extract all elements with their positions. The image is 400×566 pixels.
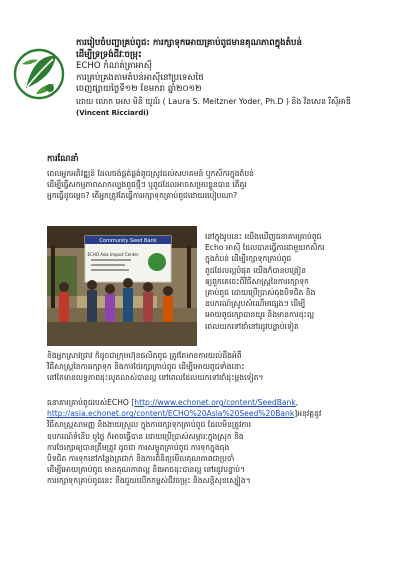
echo-logo-icon: [12, 44, 66, 106]
title-line-2: ដើម្បីទ្រទ្រង់ជីវៈចម្រុះ: [76, 49, 142, 60]
continuation-paragraph: [47, 350, 377, 384]
authors-line: ដោយ លោក អេស មិនី យូដ័រ ( Laura S. Meitzner Yoder, Ph.D ) និង វិនសេន រីស៊ីអាឌី: [76, 96, 351, 106]
intro-paragraph-line: ដើម្បីធ្វើសកម្មភាពសាកល្បងពូជថ្មីៗ ឬពូជដែលអាចសម្របខ្លួនបាន តើគួរ: [47, 180, 247, 190]
publication-region: ការគ្រប់គ្រងតាមតំបន់អាស៊ីនៅប្រទេសថៃ: [76, 72, 204, 83]
paragraph-line: និងអ្នកស្រាវជ្រាវ ក៏ដូចជាក្រុមហ៊ុនផលិតពូជ ត្រូវតែមានការយល់ដឹងអំពី: [47, 351, 242, 360]
publication-name: ECHO កំណត់ត្រាអាស៊ី: [76, 61, 152, 72]
links-prefix: ធនាគារគ្រាប់ពូជរបស់ECHO [: [47, 398, 135, 407]
intro-heading: ការណែនាំ: [47, 153, 79, 163]
paragraph-line: វិធីសាស្ត្រសាមញ្ញ និងងាយស្រួល ក្នុងការរក្សាទុកគ្រាប់ពូជ ដែលមិនត្រូវការ: [47, 420, 252, 430]
paragraph-line: វិធីសាស្ត្រនៃការរក្សាទុក និងការថែរក្សាគ្រាប់ពូជ ដើម្បីអោយពូជទាំងនោះ: [47, 362, 245, 372]
paragraph-line: ដើម្បីអោយគ្រាប់ពូជ មានគុណភាពល្អ និងអាចដុះបានល្អ នៅរដូវបន្ទាប់។: [47, 465, 246, 475]
caption-line: ពេលយកទៅដាំនៅរដូវបន្ទាប់ទៀត: [205, 321, 299, 331]
intro-section: [47, 153, 377, 202]
photo-caption-column: [205, 231, 380, 332]
links-line: [47, 408, 382, 419]
caption-line: Echo អាស៊ី ដែលបានធ្វើការជាមួយកសិករ: [205, 243, 325, 253]
banner-title: Community Seed Bank: [99, 238, 157, 244]
caption-line: ក្នុងតំបន់ ដើម្បីរក្សាទុកគ្រាប់ពូជ: [205, 254, 292, 264]
caption-line: អោយពូជរក្សាបានយូរ និងមានការដុះល្អ: [205, 310, 315, 320]
seed-bank-links-paragraph: [47, 397, 382, 487]
echo-logo: [12, 44, 66, 106]
title-line-1: ការរៀបចំបញ្ជាគ្រប់ពូជ: ការក្សាទុកអោយគ្រាប់ពូជមានគុណភាពក្នុងតំបន់: [76, 38, 302, 48]
banner-subtitle: ECHO Asia Impact Center: [87, 252, 139, 257]
paragraph-line: នៅតែមានលទ្ធភាពដុះលូតលាស់បានល្អ នៅពេលដែលយកទៅដាំដុះម្តងទៀត។: [47, 373, 264, 383]
publication-date: ចេញផ្សាយថ្ងៃទី១២ ខែមករា ឆ្នាំ២០១២: [76, 84, 202, 95]
paragraph-line: បិទជិត ការទុកនៅកន្លែងត្រជាក់ និងការពិនិត្យមើលគុណភាពជាប្រចាំ: [47, 454, 235, 464]
links-suffix-1: ,: [295, 398, 299, 407]
caption-line: ឲ្យពួកគេចេះពីវិធីសាស្ត្រនៃការរក្សាទុក: [205, 276, 310, 286]
caption-line: ឧបករណ៍ស្រូបសំណើមផ្សេងៗ ដើម្បី: [205, 299, 306, 309]
caption-line: គ្រាប់ពូជ ដោយប្រើប្រាស់ធុងបិទជិត និង: [205, 288, 316, 298]
caption-line: ពូជដែលល្អបំផុត យើងក៏បានបង្រៀន: [205, 265, 306, 275]
authors-line-2: (Vincent Ricciardi): [76, 108, 149, 117]
asia-seedbank-link[interactable]: http://asia.echonet.org/content/ECHO%20Asia%20Seed%20Bank: [47, 409, 295, 419]
links-line: [47, 397, 382, 408]
seedbank-link[interactable]: http://www.echonet.org/content/SeedBank: [134, 398, 296, 407]
seed-bank-photo: [47, 226, 197, 346]
seed-bank-photo-illustration: [47, 226, 197, 346]
links-suffix-2: ]អនុវត្តនូវ: [294, 409, 322, 419]
paragraph-line: ឧបករណ៍ទំនើប ឬថ្លៃ ក៏អាចធ្វើបាន ដោយប្រើប្រាស់សម្ភារៈក្នុងស្រុក និង: [47, 431, 244, 441]
intro-paragraph-line: អ្នកធ្វើដូចម្តេច? តើអ្នកត្រូវតែធ្វើការរក្សាទុកគ្រាប់ពូជដោយរបៀបណា?: [47, 191, 238, 201]
paragraph-line: ការរក្សាទុកគ្រាប់ពូជនេះ នឹងជួយលើកកម្ពស់ជីវចម្រុះ និងសន្តិសុខស្បៀង។: [47, 476, 251, 486]
document-header: [76, 38, 386, 119]
caption-line: នៅក្នុងរូបនេះ យើងឃើញធនាគារគ្រាប់ពូជ: [205, 232, 322, 241]
intro-paragraph-line: ពេលអ្នកអភិវឌ្ឍន៍ ដែលចង់ផ្គត់ផ្គង់ពូជស្រូវដល់សហគមន៍ ឬកសិករក្នុងតំបន់: [47, 169, 254, 178]
paragraph-line: ការថែរក្សាឲ្យបានត្រឹមត្រូវ ដូចជា ការសម្ងួតគ្រាប់ពូជ ការទុកក្នុងធុង: [47, 442, 230, 452]
